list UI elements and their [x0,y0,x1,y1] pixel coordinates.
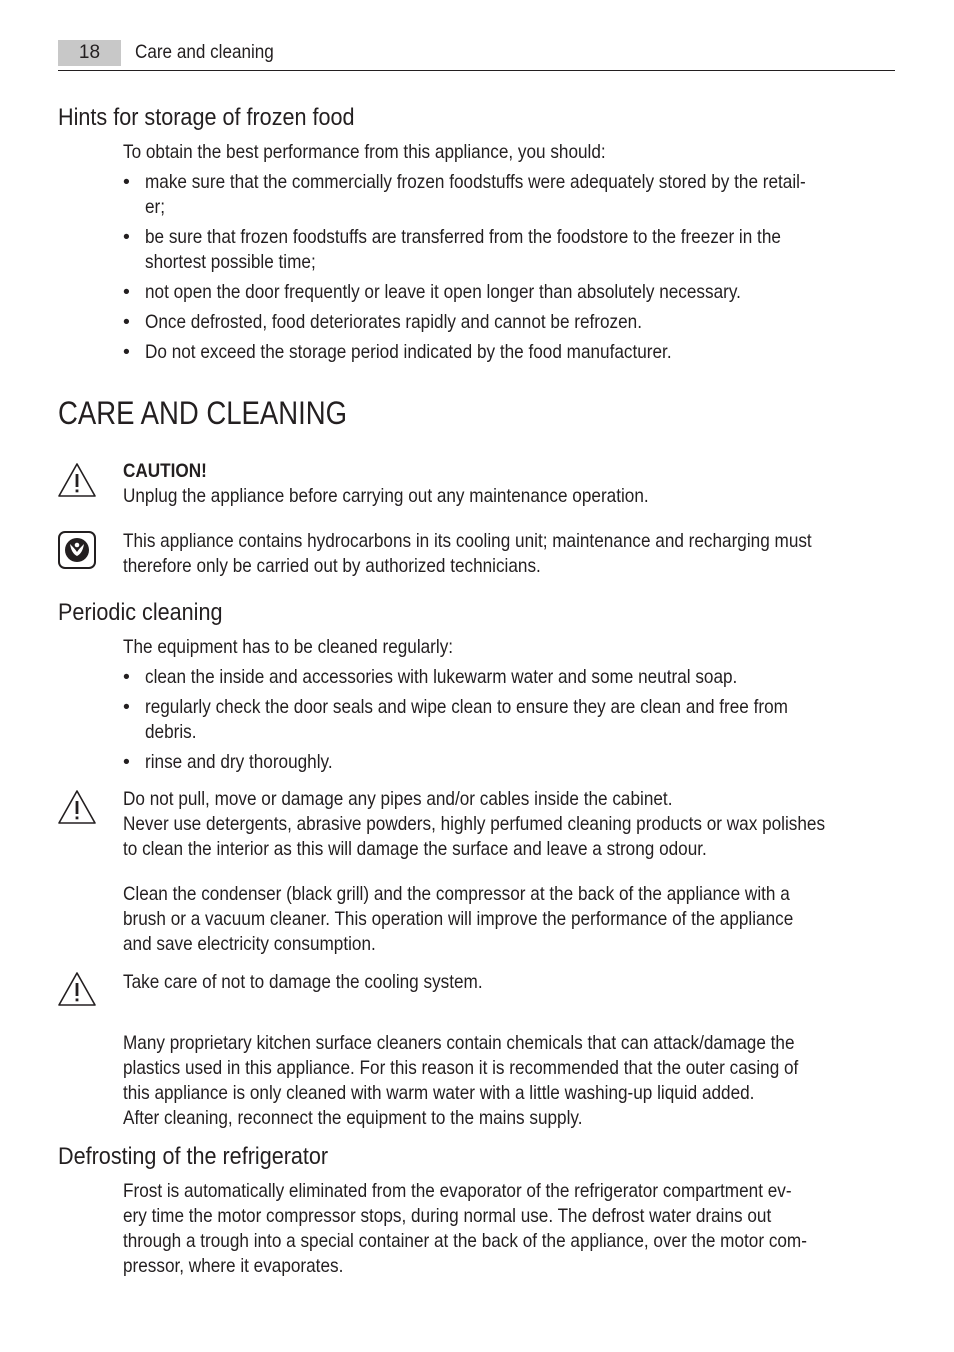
periodic-bullet-item-text: regularly check the door seals and wipe clean to ensure they are clean and free from [145,696,788,718]
bullet-marker: • [123,226,130,248]
warning-triangle-icon [57,461,97,501]
bullet-marker: • [123,281,130,303]
hints-bullet-item-text: not open the door frequently or leave it open longer than absolutely necessary. [145,281,741,303]
periodic-heading: Periodic cleaning [58,599,223,626]
caution-label: CAUTION! [123,460,207,482]
periodic-bullet-item-text: debris. [145,721,197,743]
bullet-marker: • [123,751,130,773]
defrost-line: Frost is automatically eliminated from the evaporator of the refrigerator compartment ev- [123,1180,792,1202]
hydrocarbon-line: therefore only be carried out by authorized technicians. [123,555,541,577]
hints-intro: To obtain the best performance from this appliance, you should: [123,141,606,163]
periodic-bullet-item-text: rinse and dry thoroughly. [145,751,333,773]
condenser-line: brush or a vacuum cleaner. This operation will improve the performance of the appliance [123,908,794,930]
hydrocarbon-line: This appliance contains hydrocarbons in its cooling unit; maintenance and recharging must [123,530,812,552]
header-rule [58,70,895,71]
hints-bullet-item-text: Once defrosted, food deteriorates rapidly and cannot be refrozen. [145,311,643,333]
defrost-line: through a trough into a special container at the back of the appliance, over the motor com- [123,1230,807,1252]
section-title: CARE AND CLEANING [58,395,348,431]
cooling-system-warning: Take care of not to damage the cooling system. [123,971,483,993]
bullet-marker: • [123,696,130,718]
caution-text: Unplug the appliance before carrying out any maintenance operation. [123,485,649,507]
periodic-intro: The equipment has to be cleaned regularly: [123,636,454,658]
hydrocarbon-symbol-icon [57,530,97,570]
cleaners-line: Many proprietary kitchen surface cleaners contain chemicals that can attack/damage the [123,1032,795,1054]
running-title: Care and cleaning [135,42,274,63]
warning-triangle-icon [57,788,97,828]
pipes-warning-line: to clean the interior as this will damage the surface and leave a strong odour. [123,838,707,860]
defrost-line: pressor, where it evaporates. [123,1255,344,1277]
pipes-warning-line: Do not pull, move or damage any pipes and/or cables inside the cabinet. [123,788,673,810]
cleaners-line: After cleaning, reconnect the equipment to the mains supply. [123,1107,583,1129]
page-number: 18 [58,40,121,66]
bullet-marker: • [123,311,130,333]
condenser-line: Clean the condenser (black grill) and the compressor at the back of the appliance with a [123,883,790,905]
hints-bullet-item-text: make sure that the commercially frozen foodstuffs were adequately stored by the retail- [145,171,806,193]
cleaners-line: this appliance is only cleaned with warm water with a little washing-up liquid added. [123,1082,755,1104]
bullet-marker: • [123,171,130,193]
defrost-heading: Defrosting of the refrigerator [58,1143,329,1170]
bullet-marker: • [123,341,130,363]
hints-bullet-item-text: be sure that frozen foodstuffs are transferred from the foodstore to the freezer in the [145,226,781,248]
pipes-warning-line: Never use detergents, abrasive powders, highly perfumed cleaning products or wax polishes [123,813,826,835]
bullet-marker: • [123,666,130,688]
hints-bullet-item-text: er; [145,196,166,218]
warning-triangle-icon [57,970,97,1010]
hints-heading: Hints for storage of frozen food [58,104,355,131]
hints-bullet-item-text: Do not exceed the storage period indicated by the food manufacturer. [145,341,672,363]
defrost-line: ery time the motor compressor stops, during normal use. The defrost water drains out [123,1205,772,1227]
condenser-line: and save electricity consumption. [123,933,376,955]
hints-bullet-item-text: shortest possible time; [145,251,316,273]
cleaners-line: plastics used in this appliance. For this reason it is recommended that the outer casing of [123,1057,799,1079]
periodic-bullet-item-text: clean the inside and accessories with lukewarm water and some neutral soap. [145,666,738,688]
